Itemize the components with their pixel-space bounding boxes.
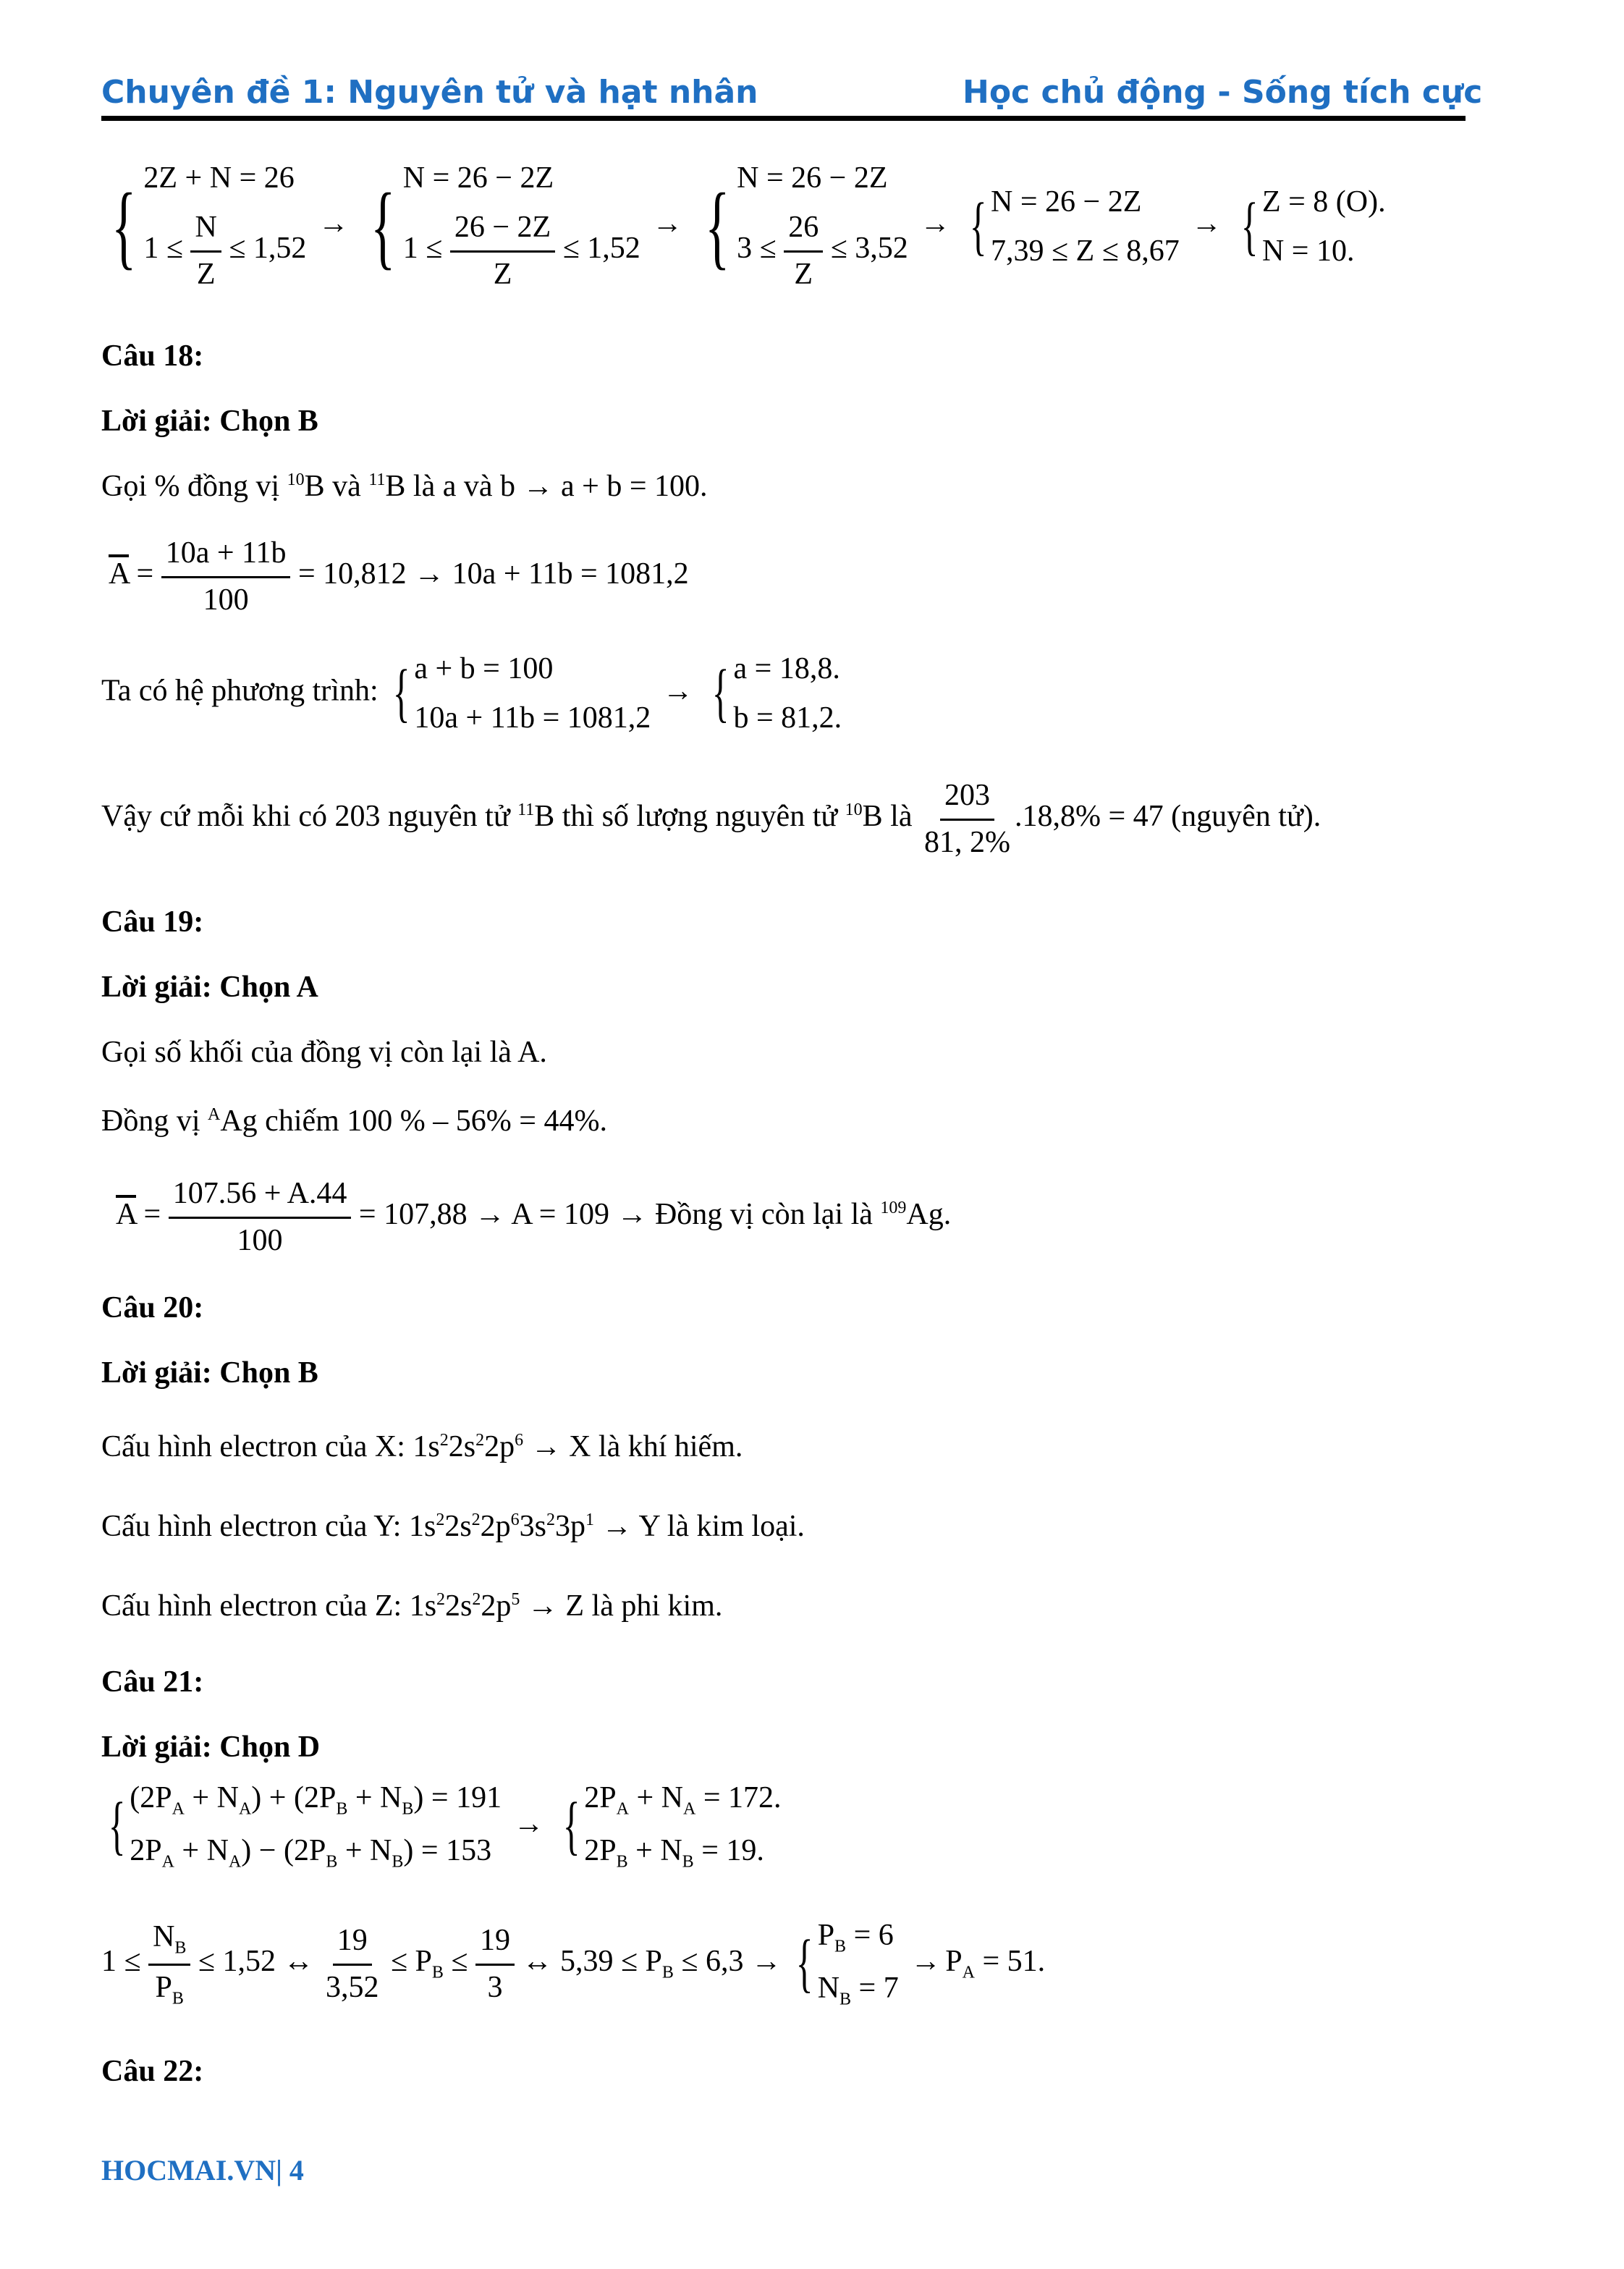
q18-conc-den: 81, 2% xyxy=(923,826,1010,859)
s1-num: N xyxy=(190,210,221,253)
q19-result: = 107,88 → A = 109 → Đồng vị còn lại là xyxy=(358,1198,881,1232)
q18-conc-a: Vậy cứ mỗi khi có 203 nguyên tử xyxy=(101,800,518,834)
s3-num: 26 xyxy=(784,210,823,253)
q19-eq: = xyxy=(136,1198,169,1232)
s3-row2-right: ≤ 3,52 xyxy=(830,232,908,266)
arrow-1: → xyxy=(318,207,349,241)
q21-ineq-mid: ≤ 1,52 ↔ xyxy=(198,1945,314,1979)
s2-num: 26 − 2Z xyxy=(450,210,555,253)
q18-line1 xyxy=(101,469,708,504)
q21-r2-right: 153 xyxy=(446,1834,492,1868)
q19-line1: Gọi số khối của đồng vị còn lại là A. xyxy=(101,1036,547,1069)
s5-row2: N = 10. xyxy=(1261,234,1355,268)
q19-abar: $\overline{A}$ xyxy=(116,1198,137,1232)
s3-row2-left: 3 ≤ xyxy=(737,232,777,266)
s5-row1: Z = 8 (O). xyxy=(1261,185,1386,219)
q22-title: Câu 22: xyxy=(101,2055,204,2088)
q18-sup11: 11 xyxy=(368,470,386,489)
q18-sol-r2: b = 81,2. xyxy=(733,701,842,735)
header-left: Chuyên đề 1: Nguyên tử và hạt nhân xyxy=(101,74,758,111)
q18-system-label: Ta có hệ phương trình: xyxy=(101,674,386,708)
s1-row2-left: 1 ≤ xyxy=(143,232,183,266)
q20-x-label: Cấu hình electron của X: xyxy=(101,1430,413,1463)
s3-row1: N = 26 − 2Z xyxy=(737,161,888,195)
s2-row2-right: ≤ 1,52 xyxy=(562,232,640,266)
q21-title: Câu 21: xyxy=(101,1665,204,1699)
arrow-3: → xyxy=(920,207,951,241)
q18-b1: B và xyxy=(304,470,369,503)
s1-row2-right: ≤ 1,52 xyxy=(229,232,307,266)
q21-nb: = 7 xyxy=(858,1972,899,2006)
q21-ineq-left: 1 ≤ xyxy=(101,1945,141,1979)
q20-answer: Lời giải: Chọn B xyxy=(101,1356,318,1390)
q21-ineq-end: ↔ 5,39 ≤ P xyxy=(522,1945,662,1979)
s1-row1: 2Z + N = 26 xyxy=(143,161,295,195)
q18-conc-c: B là xyxy=(862,800,920,834)
q19-equation xyxy=(116,1176,951,1258)
s3-den: Z xyxy=(794,258,813,291)
q20-z: Cấu hình electron của Z: $1s^22s^22p^5 \to Z$ là phi kim. xyxy=(101,1589,723,1623)
q18-frac-den: 100 xyxy=(203,583,249,617)
q21-f3-num: 19 xyxy=(475,1923,515,1966)
q19-line2-a: Đồng vị xyxy=(101,1104,208,1138)
q18-conc-sup10: 10 xyxy=(845,800,863,820)
q18-abar-eq xyxy=(109,536,689,617)
q21-ineq-end2: ≤ 6,3 → xyxy=(681,1945,782,1979)
q18-sys-r1: a + b = 100 xyxy=(414,652,554,685)
q19-end: Ag. xyxy=(906,1198,952,1232)
q19-frac-num: 107.56 + A.44 xyxy=(169,1176,352,1219)
s2-den: Z xyxy=(493,258,512,291)
footer-page: 4 xyxy=(289,2154,304,2186)
q21-arrow-1: → xyxy=(513,1807,544,1841)
top-system: { 2Z + N = 26 1 ≤ $\frac{N}{Z}$ ≤ 1,52 → { N = 26 − 2Z 1 ≤ $\frac{26 - 2Z}{Z}$ ≤ 1,52 → { N = 26 − 2Z 3 ≤ $\frac{26}{Z}$ ≤ 3,52 → { N = 26 − 2Z 7,39 ≤ Z ≤ 8,67 → { Z = 8 (O). N = 10. xyxy=(111,161,1386,291)
header-rule xyxy=(101,116,1466,121)
s4-row1: N = 26 − 2Z xyxy=(990,185,1142,219)
q18-sup10: 10 xyxy=(287,470,305,489)
q18-b2: B là a và b xyxy=(385,470,523,503)
s2-row2-left: 1 ≤ xyxy=(402,232,443,266)
q18-frac-num: 10a + 11b xyxy=(161,536,291,578)
q21-f2-den: 3,52 xyxy=(325,1970,379,2004)
q20-x-end: → X là khí hiếm. xyxy=(523,1430,743,1463)
q21-pa: = 51. xyxy=(982,1945,1046,1979)
arrow-4: → xyxy=(1191,207,1222,241)
q20-y: Cấu hình electron của Y: $1s^22s^22p^63s^23p^1 \to Y$ là kim loại. xyxy=(101,1510,805,1543)
q18-conc-d: .18,8% = 47 (nguyên tử). xyxy=(1014,800,1321,834)
q21-f3-den: 3 xyxy=(487,1970,503,2004)
q21-pb: = 6 xyxy=(853,1919,894,1952)
q18-arrow: → xyxy=(662,674,693,708)
q19-line2-b: Ag chiếm 100 % – 56% = 44%. xyxy=(220,1104,607,1138)
q18-conc-num: 203 xyxy=(940,778,994,821)
arrow-2: → xyxy=(652,207,683,241)
q18-system: Ta có hệ phương trình: { a + b = 100 10a + 11b = 1081,2 → { a = 18,8. b = 81,2. xyxy=(101,652,842,735)
q20-title: Câu 20: xyxy=(101,1291,204,1324)
q18-result: = 10,812 → 10a + 11b = 1081,2 xyxy=(297,557,689,591)
q18-conc-b: B thì số lượng nguyên tử xyxy=(534,800,845,834)
q21-f2-num: 19 xyxy=(333,1923,372,1966)
q20-z-end: → Z là phi kim. xyxy=(520,1589,723,1623)
q21-arrow-2: → xyxy=(910,1945,942,1979)
footer-site: HOCMAI.VN xyxy=(101,2154,276,2186)
q18-sol-r1: a = 18,8. xyxy=(733,652,840,685)
q19-sup109: 109 xyxy=(880,1199,907,1218)
q18-conclusion xyxy=(101,778,1321,860)
q19-supA: A xyxy=(208,1105,221,1124)
q20-y-label: Cấu hình electron của Y: xyxy=(101,1510,409,1543)
header-right: Học chủ động - Sống tích cực xyxy=(963,74,1483,111)
footer-sep: | xyxy=(276,2154,289,2186)
q21-sol2: = 19. xyxy=(701,1834,764,1868)
q19-answer: Lời giải: Chọn A xyxy=(101,971,318,1004)
q21-system: { $(2P_A + N_A) + (2P_B + N_B) = 191$ $2P_A + N_A) - (2P_B + N_B) = 153$ → { $2P_A + N_A = 172$. $2P_B + N_B = 19$. xyxy=(108,1781,782,1872)
q21-sol1: = 172. xyxy=(703,1781,782,1814)
q18-line1-end: → a + b = 100. xyxy=(523,470,708,503)
q20-y-end: → Y là kim loại. xyxy=(594,1510,805,1543)
q21-inequality: 1 ≤ $\frac{N_B}{P_B}$ ≤ 1,52 ↔ $\frac{19}{3,52}$ ≤ $P_B$ ≤ $\frac{19}{3}$ ↔ $5,39 \le P_B \le 6,3$ → { $P_B = 6$ $N_B = 7$ → $P_A = 51$. xyxy=(101,1919,1046,2009)
q18-title: Câu 18: xyxy=(101,339,204,373)
q20-z-label: Cấu hình electron của Z: xyxy=(101,1589,410,1623)
s1-den: Z xyxy=(196,258,216,291)
q18-sys-r2: 10a + 11b = 1081,2 xyxy=(414,701,651,735)
q21-r1-right: 191 xyxy=(456,1781,502,1814)
q19-line2 xyxy=(101,1104,607,1138)
q20-x: Cấu hình electron của X: $1s^22s^22p^6 \to X$ là khí hiếm. xyxy=(101,1430,743,1463)
q18-eq: = xyxy=(129,557,161,591)
footer xyxy=(101,2153,304,2187)
s2-row1: N = 26 − 2Z xyxy=(402,161,554,195)
s4-row2: 7,39 ≤ Z ≤ 8,67 xyxy=(990,234,1180,268)
q19-frac-den: 100 xyxy=(237,1224,283,1257)
q19-title: Câu 19: xyxy=(101,905,204,939)
q18-conc-sup11: 11 xyxy=(517,800,535,820)
q18-line1-a: Gọi % đồng vị xyxy=(101,470,287,503)
q18-abar: $\overline{A}$ xyxy=(109,557,130,591)
q21-answer: Lời giải: Chọn D xyxy=(101,1731,321,1764)
q18-answer: Lời giải: Chọn B xyxy=(101,405,318,438)
